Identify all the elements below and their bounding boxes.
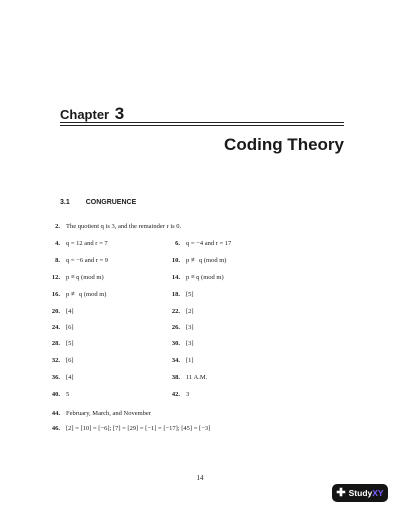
section-heading	[60, 199, 136, 206]
exercise-answer: 14. p ≡ q (mod m)	[171, 274, 224, 281]
exercise-answer: 36. [4]	[51, 374, 74, 381]
exercise-answer: 20. [4]	[51, 308, 74, 315]
exercise-answer: 24. [6]	[51, 324, 74, 331]
exercise-answer: 4. q = 12 and r = 7	[55, 240, 108, 247]
exercise-answer: 8. q = −6 and r = 9	[55, 257, 109, 264]
chapter-rule-top	[60, 122, 344, 123]
exercise-answer: 46. [2] = [10] = [−6]; [7] = [29] = [−1] = [−17]; [45] = [−3]	[51, 425, 211, 432]
exercise-answer: 42. 3	[171, 391, 190, 398]
chapter-title: Coding Theory	[224, 135, 344, 154]
exercise-answer: 26. [3]	[171, 324, 194, 331]
exercise-answer: 34. [1]	[171, 357, 194, 364]
exercise-answer: 32. [6]	[51, 357, 74, 364]
section-title: CONGRUENCE	[85, 199, 137, 206]
exercise-answer: 18. [5]	[171, 291, 194, 298]
brand-name: StudyXY	[348, 488, 384, 498]
chapter-rule-bottom	[60, 125, 344, 126]
exercise-answer: 30. [3]	[171, 340, 194, 347]
exercise-answer: 2. The quotient q is 3, and the remainder r is 0.	[55, 223, 182, 230]
chapter-number: 3	[114, 104, 125, 123]
exercise-answer: 28. [5]	[51, 340, 74, 347]
chapter-heading	[60, 104, 124, 124]
exercise-answer: 40. 5	[51, 391, 70, 398]
chapter-label: Chapter	[60, 107, 110, 122]
exercise-answer: 6. q = −4 and r = 17	[175, 240, 232, 247]
plus-icon: ✚	[336, 486, 346, 499]
exercise-answer: 44. February, March, and November	[51, 410, 151, 417]
exercise-answer: 10. p ≢ q (mod m)	[171, 257, 227, 264]
exercise-answer: 38. 11 A.M.	[171, 374, 208, 381]
section-number: 3.1	[60, 199, 70, 206]
exercise-answer: 16. p ≢ q (mod m)	[51, 291, 107, 298]
page-number: 14	[196, 474, 204, 482]
studyxy-badge[interactable]	[332, 484, 388, 502]
exercise-answer: 22. [2]	[171, 308, 194, 315]
exercise-answer: 12. p ≡ q (mod m)	[51, 274, 104, 281]
